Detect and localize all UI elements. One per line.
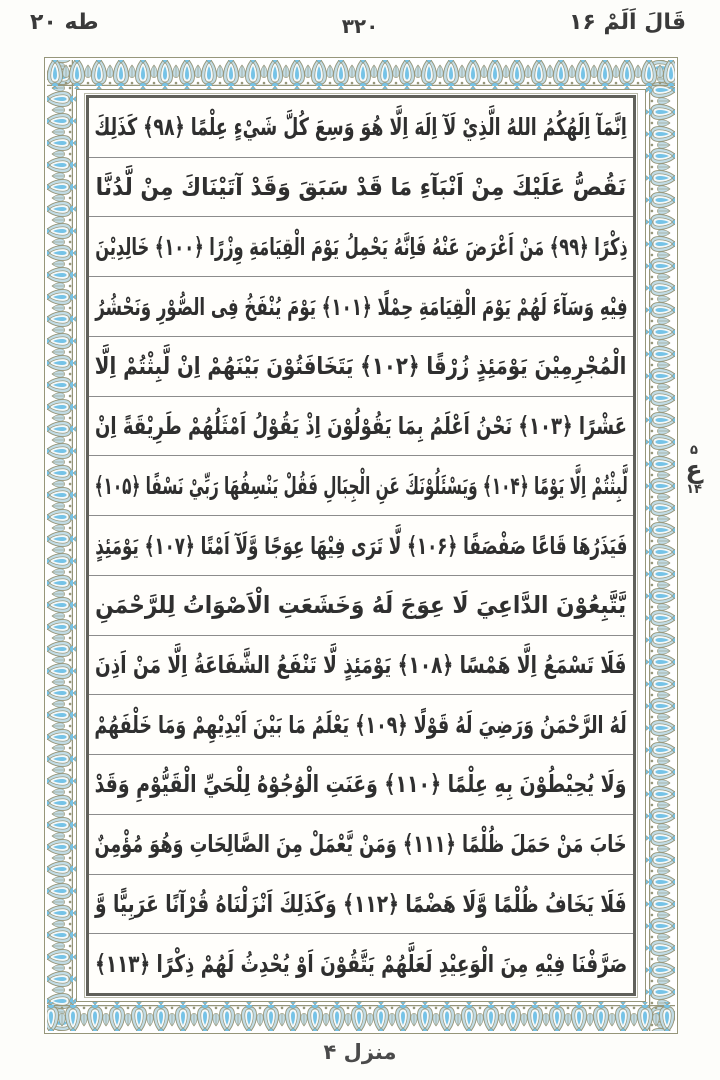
ayah-text: يَّتَّبِعُوْنَ الدَّاعِيَ لَا عِوَجَ لَهُ وَخَشَعَتِ الْاَصْوَاتُ لِلرَّحْمَنِ — [95, 591, 627, 620]
ayah-text: عَشْرًا ﴿۱۰۳﴾ نَحْنُ اَعْلَمُ بِمَا يَقُوْلُوْنَ اِذْ يَقُوْلُ اَمْثَلُهُمْ طَرِيْقَةً اِنْ — [95, 412, 627, 441]
ayah-text: وَلَا يُحِيْطُوْنَ بِهِ عِلْمًا ﴿۱۱۰﴾ وَعَنَتِ الْوُجُوْهُ لِلْحَيِّ الْقَيُّوْمِ وَقَدْ — [95, 770, 627, 799]
quran-line-10 — [89, 636, 633, 696]
ruku-ain-symbol: ع — [685, 455, 703, 484]
ayah-text: فِيْهِ وَسَآءَ لَهُمْ يَوْمَ الْقِيَامَةِ حِمْلًا ﴿۱۰۱﴾ يَوْمَ يُنْفَخُ فِى الصُّوْرِ وَنَحْشُرُ — [94, 292, 628, 321]
ruku-count-top: ۵ — [690, 443, 698, 458]
header-page-number: ۳۲۰ — [341, 14, 379, 38]
header-surah-label: طه ۲۰ — [30, 10, 99, 35]
header-juz-label: قَالَ اَلَمْ ۱۶ — [569, 10, 686, 35]
quran-line-9 — [89, 576, 633, 636]
ayah-text: ذِكْرًا ﴿۹۹﴾ مَنْ اَعْرَضَ عَنْهُ فَاِنَّهُ يَحْمِلُ يَوْمَ الْقِيَامَةِ وِزْرًا ﴿۱۰۰﴾ خَالِدِيْنَ — [94, 232, 628, 261]
quran-line-1 — [89, 98, 633, 158]
ayah-text: اِنَّمَآ اِلَهُكُمُ اللهُ الَّذِيْ لَآ اِلَهَ اِلَّا هُوَ وَسِعَ كُلَّ شَيْءٍ عِلْمًا ﴿۹۸﴾ كَذَلِكَ — [94, 113, 628, 142]
quran-line-8 — [89, 516, 633, 576]
quran-line-12 — [89, 755, 633, 815]
quran-line-5 — [89, 337, 633, 397]
quran-line-2 — [89, 158, 633, 218]
ayah-text: فَيَذَرُهَا قَاعًا صَفْصَفًا ﴿۱۰۶﴾ لَّا تَرَى فِيْهَا عِوَجًا وَّلَآ اَمْتًا ﴿۱۰۷﴾ يَوْمَئِذٍ — [94, 531, 628, 560]
quran-line-6 — [89, 397, 633, 457]
quran-line-13 — [89, 815, 633, 875]
manzil-label: منزل ۴ — [323, 1040, 397, 1064]
ruku-marker — [676, 444, 712, 497]
ayah-text: لَّبِثْتُمْ اِلَّا يَوْمًا ﴿۱۰۴﴾ وَيَسْئَلُوْنَكَ عَنِ الْجِبَالِ فَقُلْ يَنْسِفُهَا رَبِّيْ نَسْفًا ﴿۱۰۵﴾ — [94, 471, 628, 500]
quran-line-7 — [89, 456, 633, 516]
ayah-text: صَرَّفْنَا فِيْهِ مِنَ الْوَعِيْدِ لَعَلَّهُمْ يَتَّقُوْنَ اَوْ يُحْدِثُ لَهُمْ ذِكْرًا ﴿۱۱۳﴾ — [94, 949, 628, 978]
ornamental-border-frame — [44, 57, 678, 1034]
ruku-count-bottom: ۱۴ — [686, 482, 702, 497]
quran-line-14 — [89, 875, 633, 935]
quran-line-4 — [89, 277, 633, 337]
quran-line-11 — [89, 695, 633, 755]
quran-line-3 — [89, 217, 633, 277]
ayah-text: خَابَ مَنْ حَمَلَ ظُلْمًا ﴿۱۱۱﴾ وَمَنْ يَّعْمَلْ مِنَ الصَّالِحَاتِ وَهُوَ مُؤْمِنٌ — [94, 830, 628, 859]
text-area — [86, 95, 636, 996]
ayah-text: فَلَا تَسْمَعُ اِلَّا هَمْسًا ﴿۱۰۸﴾ يَوْمَئِذٍ لَّا تَنْفَعُ الشَّفَاعَةُ اِلَّا مَنْ اَذِنَ — [95, 650, 627, 679]
quran-line-15 — [89, 934, 633, 993]
ayah-text: لَهُ الرَّحْمَنُ وَرَضِيَ لَهُ قَوْلًا ﴿۱۰۹﴾ يَعْلَمُ مَا بَيْنَ اَيْدِيْهِمْ وَمَا خَلْفَهُمْ — [94, 710, 628, 739]
ayah-text: فَلَا يَخَافُ ظُلْمًا وَّلَا هَضْمًا ﴿۱۱۲﴾ وَكَذَلِكَ اَنْزَلْنَاهُ قُرْآنًا عَرَبِيًّا وَّ — [95, 889, 627, 918]
ayah-text: الْمُجْرِمِيْنَ يَوْمَئِذٍ زُرْقًا ﴿۱۰۲﴾ يَتَخَافَتُوْنَ بَيْنَهُمْ اِنْ لَّبِثْتُمْ اِلَّا — [95, 352, 627, 381]
ayah-text: نَقُصُّ عَلَيْكَ مِنْ اَنْبَآءِ مَا قَدْ سَبَقَ وَقَدْ آتَيْنَاكَ مِنْ لَّدُنَّا — [95, 173, 627, 202]
